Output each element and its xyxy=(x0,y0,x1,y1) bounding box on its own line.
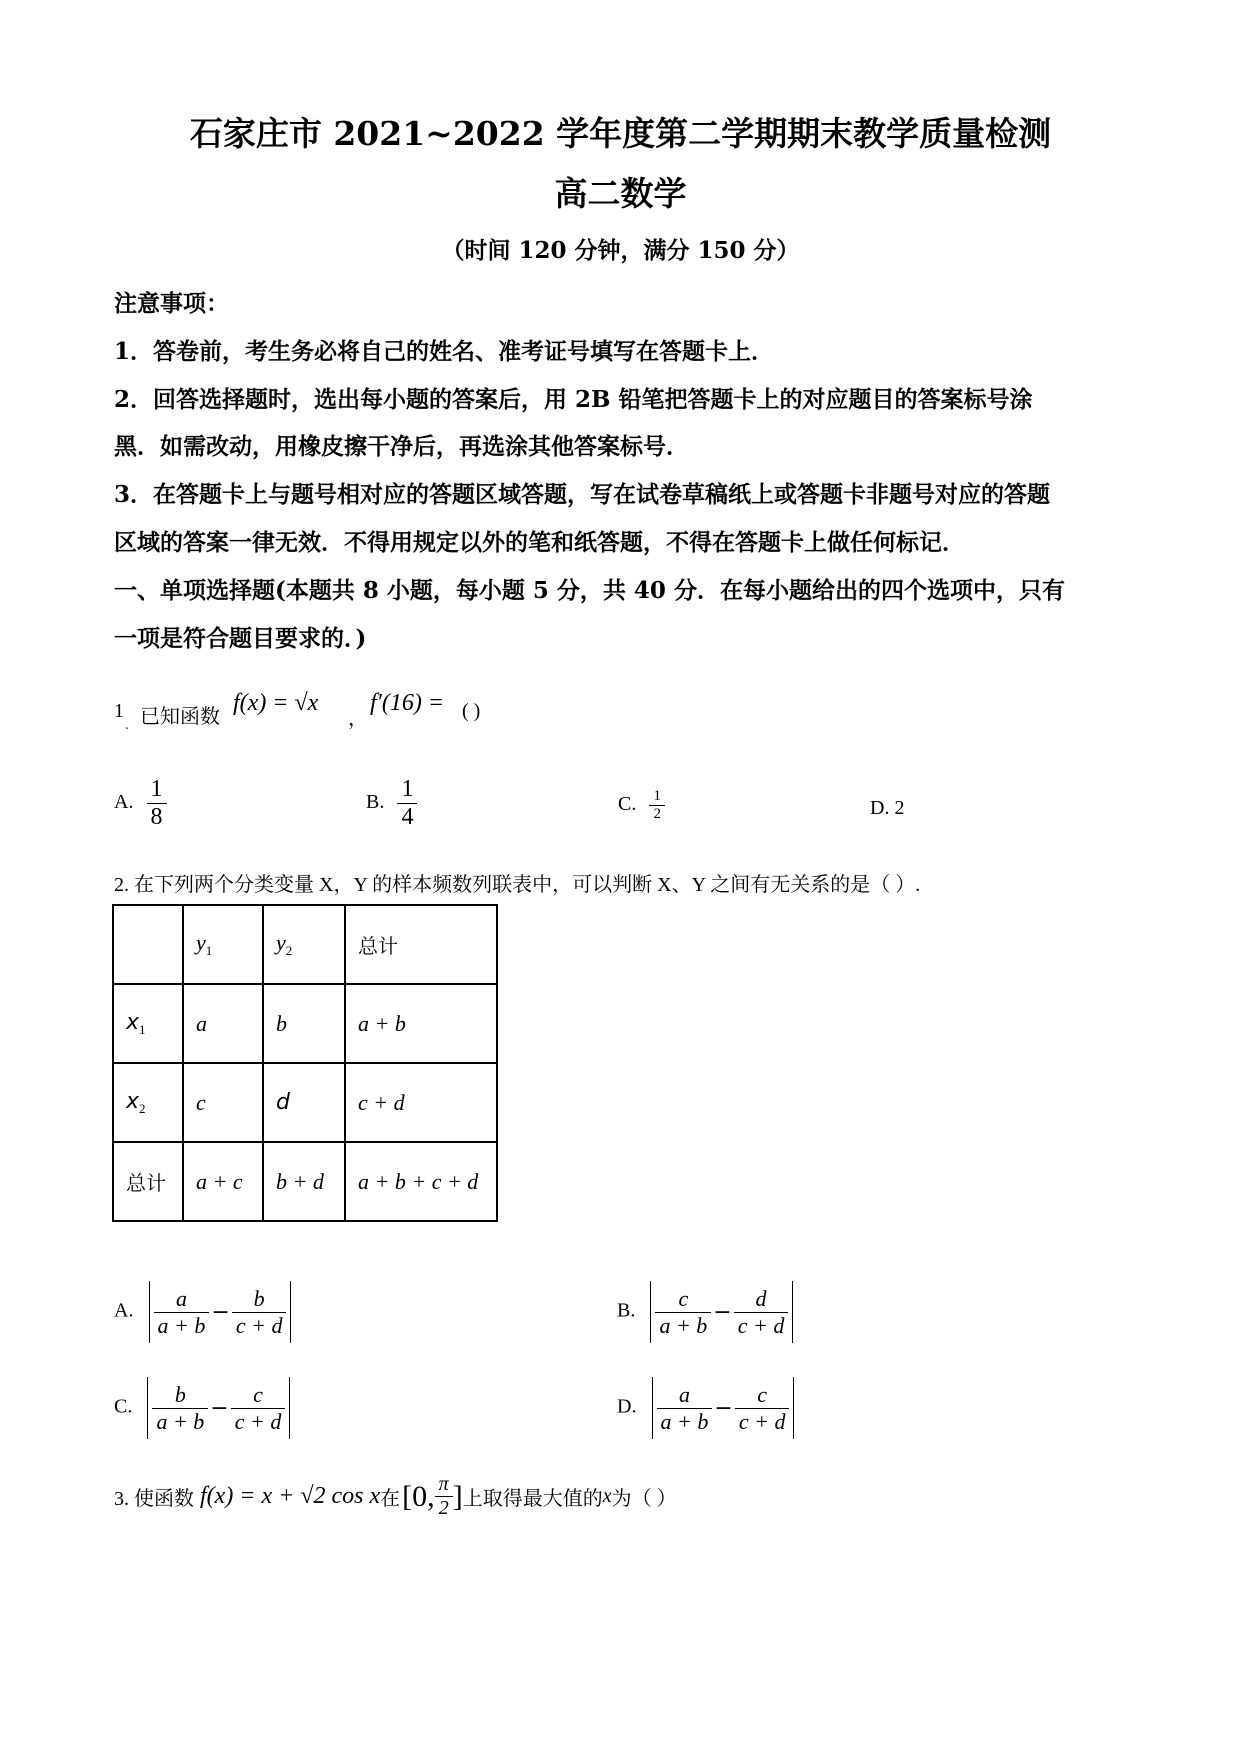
option-value: 2 xyxy=(894,797,905,819)
question-1-function: f(x) = √x xyxy=(233,690,319,716)
table-cell: $x_2$ xyxy=(113,1063,183,1142)
option-label: A. xyxy=(114,791,134,813)
table-row xyxy=(113,905,497,984)
denominator: 2 xyxy=(649,805,665,823)
table-cell: $y_1$ xyxy=(183,905,263,984)
question-2-option-a xyxy=(114,1281,291,1343)
question-1-dot: . xyxy=(125,718,129,732)
question-3 xyxy=(114,1473,677,1520)
subject-title: 高二数学 xyxy=(554,174,687,213)
table-row xyxy=(113,1063,497,1142)
table-row xyxy=(113,1142,497,1221)
section-heading-line-2: 一项是符合题目要求的．) xyxy=(114,625,367,652)
contingency-table xyxy=(112,904,498,1222)
absolute-value: $\frac{b}{a + b}$ − $\frac{c}{c + d}$ xyxy=(147,1377,290,1439)
question-3-prefix: 3. 使函数 xyxy=(114,1488,194,1510)
fraction xyxy=(147,776,167,831)
exam-title: 石家庄市 2021~2022 学年度第二学期期末教学质量检测 xyxy=(189,114,1052,153)
table-cell: a + b xyxy=(345,984,497,1063)
absolute-value: $\frac{a}{a + b}$ − $\frac{b}{c + d}$ xyxy=(149,1281,292,1343)
question-1-blank: ( ) xyxy=(462,700,481,722)
table-cell: $x_1$ xyxy=(113,984,183,1063)
question-1-separator: ， xyxy=(348,708,368,730)
question-1-text: 已知函数 xyxy=(140,706,220,728)
option-label: C. xyxy=(618,793,637,815)
notice-item-3-line-1: 3．在答题卡上与题号相对应的答题区域答题，写在试卷草稿纸上或答题卡非题号对应的答题 xyxy=(114,481,1051,508)
section-heading-line-1: 一、单项选择题(本题共 8 小题，每小题 5 分，共 40 分．在每小题给出的四个选项中，只有 xyxy=(114,577,1065,604)
table-cell: b + d xyxy=(263,1142,345,1221)
table-row xyxy=(113,984,497,1063)
table-cell: c + d xyxy=(345,1063,497,1142)
notice-item-1: 1．答卷前，考生务必将自己的姓名、准考证号填写在答题卡上． xyxy=(114,338,775,365)
question-1-option-a xyxy=(114,776,167,831)
option-label: B. xyxy=(366,791,385,813)
denominator: 4 xyxy=(397,803,417,831)
option-label: C. xyxy=(114,1395,133,1418)
table-cell: 总计 xyxy=(345,905,497,984)
fraction xyxy=(397,776,417,831)
question-2-option-d xyxy=(617,1377,794,1439)
option-label: A. xyxy=(114,1299,134,1322)
fraction xyxy=(649,788,665,823)
option-label: D. xyxy=(617,1395,637,1418)
table-cell: c xyxy=(183,1063,263,1142)
interval-left: [0, xyxy=(402,1479,435,1513)
question-3-in: 在 xyxy=(380,1488,401,1510)
table-cell: b xyxy=(263,984,345,1063)
denominator: 8 xyxy=(147,803,167,831)
question-2-option-c xyxy=(114,1377,290,1439)
time-note: （时间 120 分钟，满分 150 分） xyxy=(441,237,800,264)
question-1-option-d xyxy=(870,797,905,820)
absolute-value: $\frac{a}{a + b}$ − $\frac{c}{c + d}$ xyxy=(652,1377,795,1439)
table-cell: a + c xyxy=(183,1142,263,1221)
question-1-option-b xyxy=(366,776,417,831)
table-cell xyxy=(113,905,183,984)
notice-item-2-line-2: 黑．如需改动，用橡皮擦干净后，再选涂其他答案标号． xyxy=(114,433,689,460)
numerator: 1 xyxy=(401,776,414,802)
interval-fraction: $\frac{\pi}{2}$ xyxy=(435,1473,453,1520)
question-2-stem: 2. 在下列两个分类变量 X，Y 的样本频数列联表中，可以判断 X、Y 之间有无关系的是（ ）. xyxy=(114,874,921,896)
interval-right: ] xyxy=(452,1479,463,1513)
numerator: 1 xyxy=(653,788,661,804)
question-3-variable: x xyxy=(602,1485,612,1507)
question-1-number: 1 xyxy=(114,700,124,722)
question-1-option-c xyxy=(618,788,665,823)
question-3-end: 为（ ） xyxy=(611,1488,677,1510)
question-3-function: f(x) = x + √2 cos x xyxy=(200,1483,381,1509)
option-label: D. xyxy=(870,797,890,819)
question-2-option-b xyxy=(617,1281,793,1343)
table-cell: $y_2$ xyxy=(263,905,345,984)
notice-item-3-line-2: 区域的答案一律无效．不得用规定以外的笔和纸答题，不得在答题卡上做任何标记． xyxy=(114,529,965,556)
notice-item-2-line-1: 2．回答选择题时，选出每小题的答案后，用 2B 铅笔把答题卡上的对应题目的答案标号涂 xyxy=(114,386,1033,413)
question-3-suffix: 上取得最大值的 xyxy=(462,1488,603,1510)
table-cell: a xyxy=(183,984,263,1063)
numerator: 1 xyxy=(150,776,163,802)
table-cell: 总计 xyxy=(113,1142,183,1221)
option-label: B. xyxy=(617,1299,636,1322)
table-cell: d xyxy=(263,1063,345,1142)
absolute-value: $\frac{c}{a + b}$ − $\frac{d}{c + d}$ xyxy=(650,1281,793,1343)
notice-heading: 注意事项： xyxy=(114,290,229,317)
question-1-derivative: f′(16) = xyxy=(370,690,445,716)
table-cell: a + b + c + d xyxy=(345,1142,497,1221)
